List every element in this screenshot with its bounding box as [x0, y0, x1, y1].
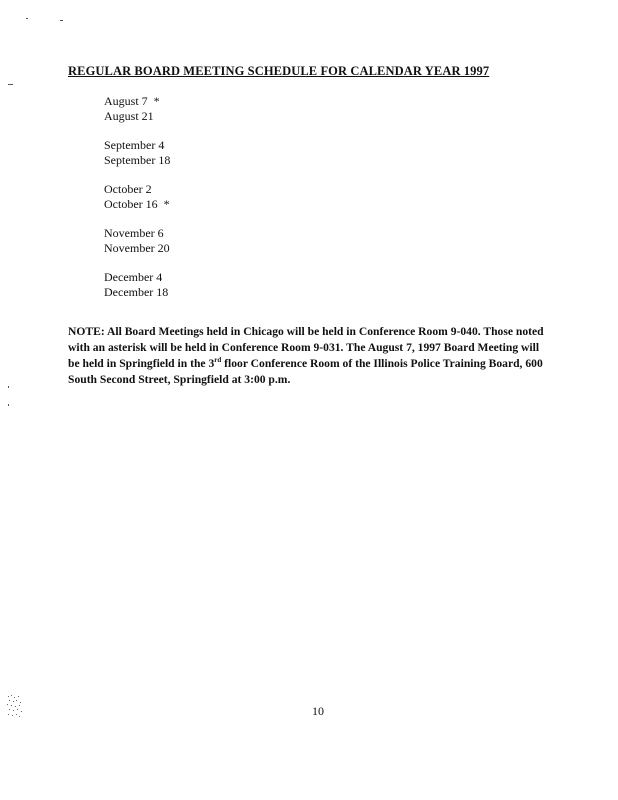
meeting-date: October 16 *	[104, 197, 170, 211]
scan-speck	[8, 404, 9, 406]
schedule-group-december	[104, 270, 170, 300]
meeting-date: September 18	[104, 153, 171, 167]
note-superscript: rd	[214, 356, 222, 365]
scan-speck	[60, 20, 63, 21]
page-number: 10	[312, 704, 324, 718]
scan-speck	[26, 18, 28, 19]
document-title: REGULAR BOARD MEETING SCHEDULE FOR CALENDAR YEAR 1997	[68, 64, 490, 78]
meeting-date: December 18	[104, 285, 169, 299]
meeting-date: November 6	[104, 226, 164, 240]
meeting-date: August 21	[104, 109, 154, 123]
scan-noise-mark	[6, 694, 26, 718]
scan-speck	[8, 386, 9, 388]
note-text-part2: floor Conference Room of the Illinois Police Training Board, 600 South Second Street, Springfield at 3:00 p.m.	[68, 357, 543, 386]
meeting-date: December 4	[104, 270, 163, 284]
meeting-date: October 2	[104, 182, 152, 196]
meeting-date: August 7 *	[104, 94, 160, 108]
meeting-date: November 20	[104, 241, 170, 255]
meeting-date: September 4	[104, 138, 165, 152]
scan-speck	[8, 84, 13, 85]
schedule-group-september	[104, 138, 170, 168]
meeting-location-note	[68, 324, 548, 388]
note-text-part1: NOTE: All Board Meetings held in Chicago will be held in Conference Room 9-040. Those noted with an asterisk will be held in Conference Room 9-031. The August 7, 1997 Board Meeting will be held in Springfield in the 3	[68, 325, 544, 370]
schedule-group-november	[104, 226, 170, 256]
schedule-group-august	[104, 94, 170, 124]
schedule-group-october	[104, 182, 170, 212]
meeting-schedule-list	[104, 94, 170, 314]
